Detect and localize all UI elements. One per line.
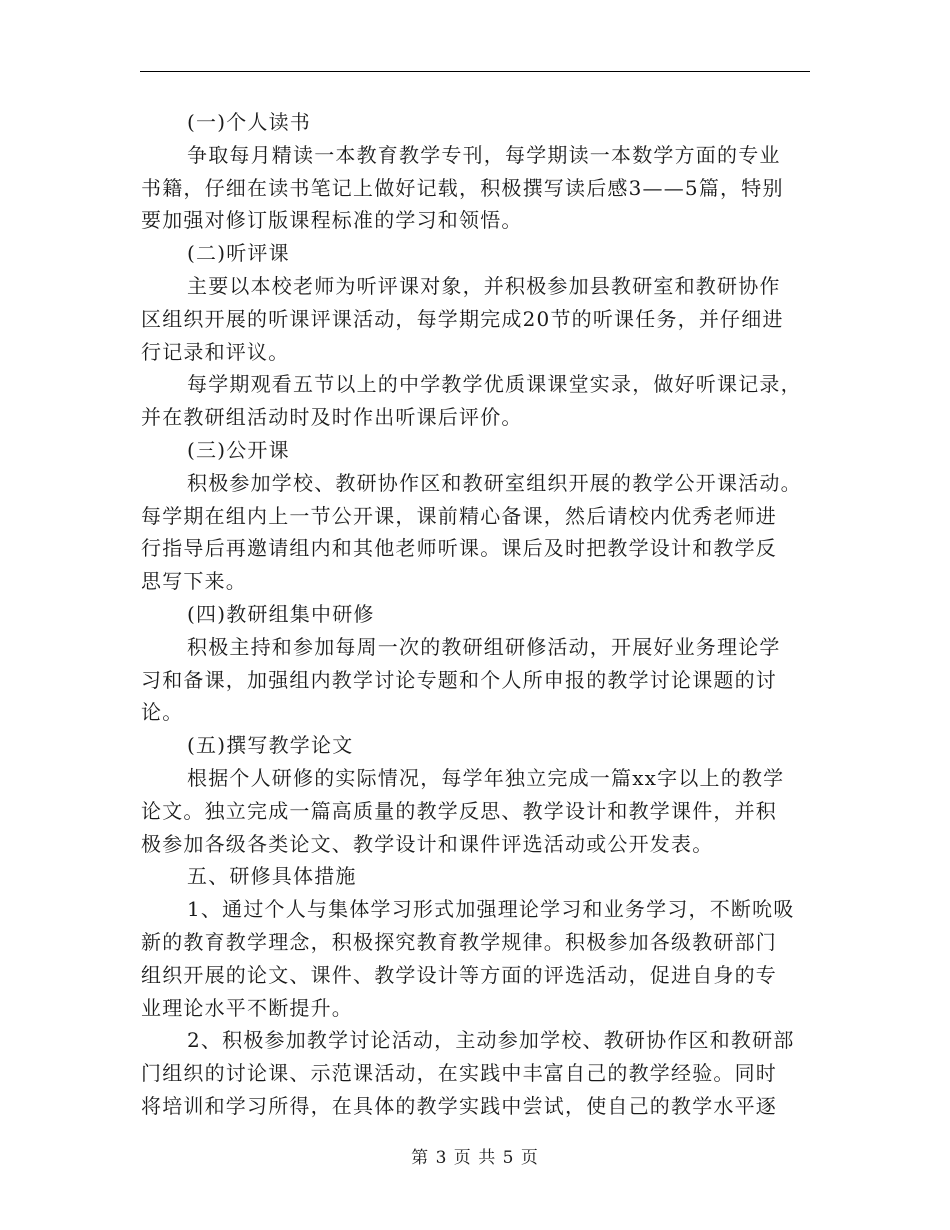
text-line: 根据个人研修的实际情况，每学年独立完成一篇xx字以上的教学 <box>187 765 785 790</box>
document-body <box>141 106 809 1123</box>
text-line: (四)教研组集中研修 <box>187 601 375 626</box>
text-line: 书籍，仔细在读书笔记上做好记载，积极撰写读后感3——5篇，特别 <box>141 175 784 200</box>
page-footer: 第 3 页 共 5 页 <box>411 1148 539 1168</box>
text-line: 区组织开展的听课评课活动，每学期完成20节的听课任务，并仔细进 <box>141 306 784 331</box>
text-line: 行指导后再邀请组内和其他老师听课。课后及时把教学设计和教学反 <box>141 536 777 561</box>
text-line: 论文。独立完成一篇高质量的教学反思、教学设计和教学课件，并积 <box>141 798 777 823</box>
text-line: 每学期观看五节以上的中学教学优质课课堂实录，做好听课记录， <box>187 372 802 397</box>
text-line: 1、通过个人与集体学习形式加强理论学习和业务学习，不断吮吸 <box>187 897 795 922</box>
text-line: 积极参加学校、教研协作区和教研室组织开展的教学公开课活动。 <box>187 470 802 495</box>
text-line: 主要以本校老师为听评课对象，并积极参加县教研室和教研协作 <box>187 273 781 298</box>
text-line: (三)公开课 <box>187 437 290 462</box>
text-line: 积极主持和参加每周一次的教研组研修活动，开展好业务理论学 <box>187 634 781 659</box>
text-line: 五、研修具体措施 <box>187 864 357 889</box>
text-line: (一)个人读书 <box>187 110 312 134</box>
text-line: 业理论水平不断提升。 <box>141 995 353 1020</box>
text-line: 习和备课，加强组内教学讨论专题和个人所申报的教学讨论课题的讨 <box>141 667 777 692</box>
text-line: 门组织的讨论课、示范课活动，在实践中丰富自己的教学经验。同时 <box>141 1061 777 1086</box>
text-line: (二)听评课 <box>187 241 290 266</box>
text-line: 争取每月精读一本教育教学专刊，每学期读一本数学方面的专业 <box>187 142 781 167</box>
text-line: 新的教育教学理念，积极探究教育教学规律。积极参加各级教研部门 <box>141 929 777 954</box>
text-line: 组织开展的论文、课件、教学设计等方面的评选活动，促进自身的专 <box>141 962 777 987</box>
text-line: 并在教研组活动时及时作出听课后评价。 <box>141 405 523 430</box>
text-line: 极参加各级各类论文、教学设计和课件评选活动或公开发表。 <box>141 831 714 856</box>
text-line: 要加强对修订版课程标准的学习和领悟。 <box>141 208 523 233</box>
text-line: 论。 <box>141 700 184 725</box>
text-line: 将培训和学习所得，在具体的教学实践中尝试，使自己的教学水平逐 <box>141 1093 777 1118</box>
text-line: 行记录和评议。 <box>141 339 290 364</box>
text-line: 2、积极参加教学讨论活动，主动参加学校、教研协作区和教研部 <box>187 1028 795 1053</box>
text-line: 思写下来。 <box>141 569 247 594</box>
header-rule <box>140 71 810 72</box>
text-line: 每学期在组内上一节公开课，课前精心备课，然后请校内优秀老师进 <box>141 503 777 528</box>
text-line: (五)撰写教学论文 <box>187 733 354 758</box>
